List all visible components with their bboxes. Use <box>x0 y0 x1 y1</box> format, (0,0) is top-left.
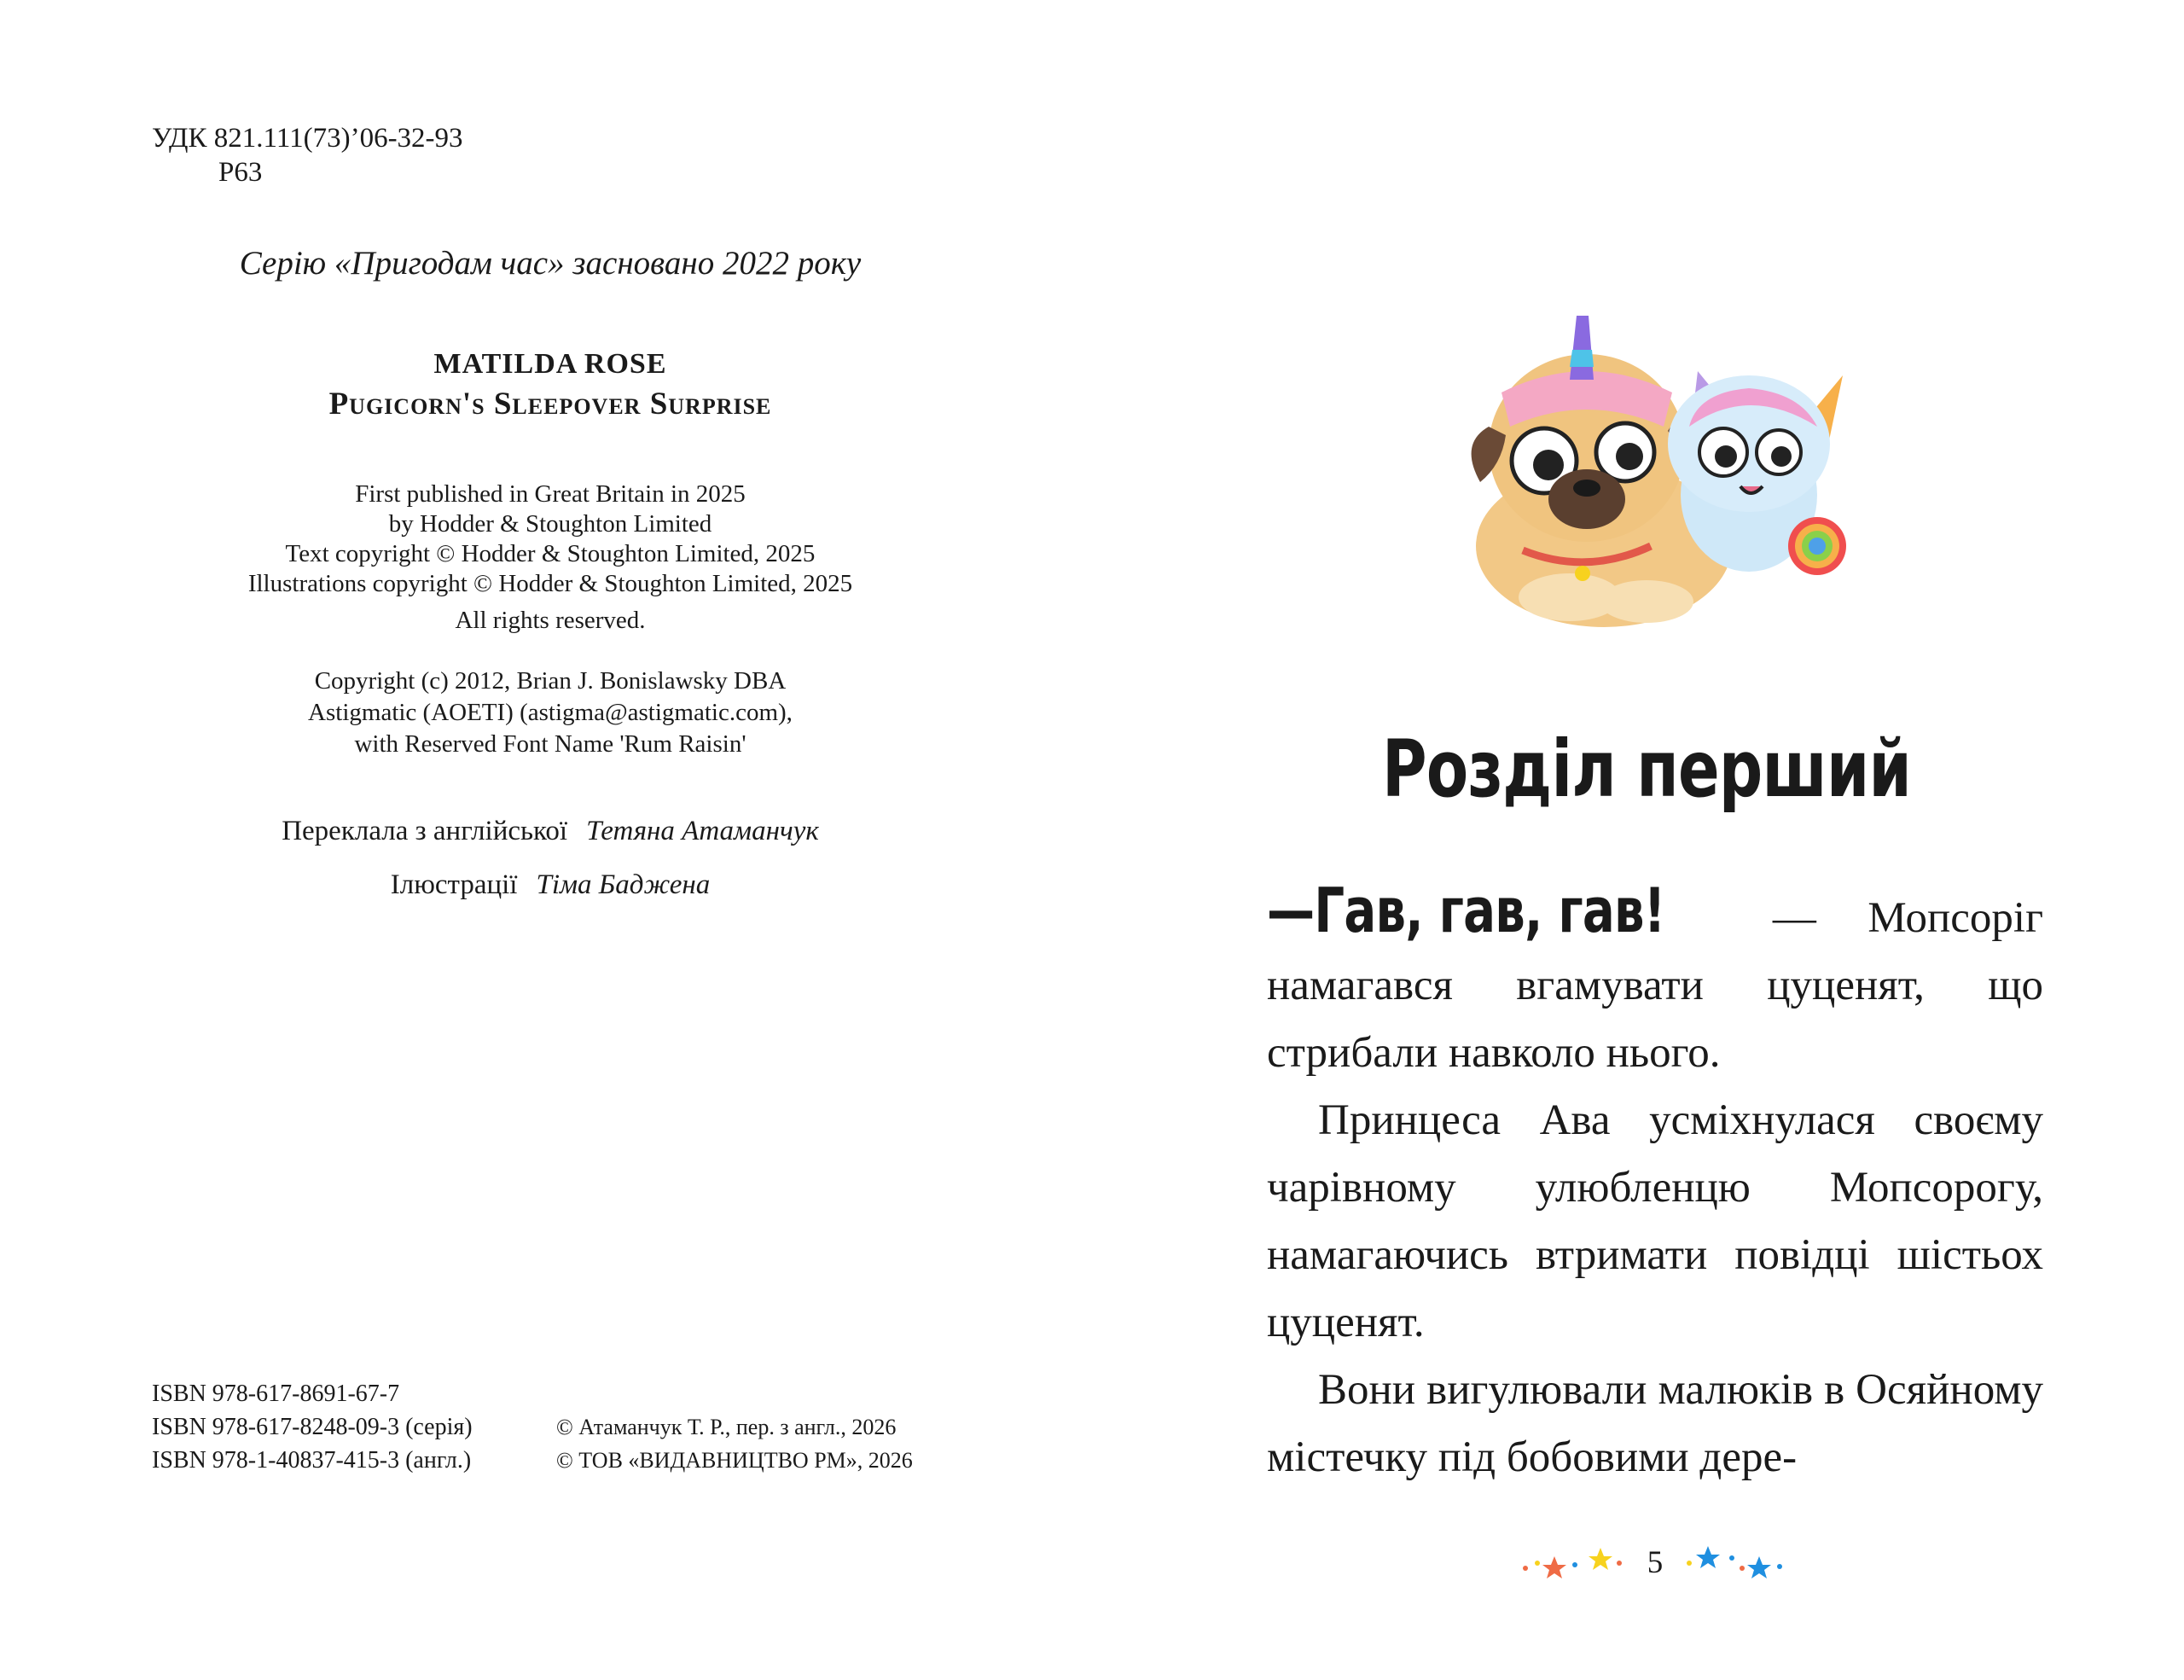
illustrator-name: Тіма Баджена <box>536 869 711 900</box>
font-license-line: Copyright (c) 2012, Brian J. Bonislawsky DBA <box>314 667 787 695</box>
publication-line: Illustrations copyright © Hodder & Stoughton Limited, 2025 <box>247 570 853 597</box>
copyright-line: © Атаманчук Т. Р., пер. з англ., 2026 <box>556 1415 897 1439</box>
font-license-line: Astigmatic (AOETI) (astigma@astigmatic.com), <box>308 699 793 726</box>
page-number-footer <box>1519 1543 1792 1585</box>
translator-name: Тетяна Атаманчук <box>586 816 819 846</box>
pug-unicorn-and-cat-illustration <box>1442 299 1877 640</box>
illustrator-credit <box>136 869 964 901</box>
translator-credit <box>136 816 964 847</box>
font-license-line: with Reserved Font Name 'Rum Raisin' <box>354 730 746 758</box>
udk-classification <box>152 121 463 189</box>
copyright-line: © ТОВ «ВИДАВНИЦТВО РМ», 2026 <box>556 1448 913 1473</box>
paragraph: Вони вигулювали малюків в Осяйному містечку під бобовими дере- <box>1267 1366 2043 1481</box>
isbn-line: ISBN 978-617-8248-09-3 (серія) <box>152 1414 473 1440</box>
chapter-title: Розділ перший <box>1382 724 1911 815</box>
paragraph <box>1267 877 2043 1087</box>
publication-line: by Hodder & Stoughton Limited <box>388 510 712 538</box>
publication-line: Text copyright © Hodder & Stoughton Limited, 2025 <box>285 540 816 567</box>
page-number: 5 <box>1647 1545 1664 1580</box>
paragraph-text: — Мопсоріг намагався вгамувати цуценят, що стрибали навколо нього. <box>1267 894 2043 1077</box>
isbn-line: ISBN 978-617-8691-67-7 <box>152 1381 400 1407</box>
illustrator-label: Ілюстрації <box>390 869 518 900</box>
isbn-line: ISBN 978-1-40837-415-3 (англ.) <box>152 1447 472 1474</box>
chapter-body <box>1267 877 2043 1491</box>
copyright-block <box>556 1410 913 1477</box>
udk-line: УДК 821.111(73)’06-32-93 <box>152 123 463 154</box>
original-author: MATILDA ROSE <box>433 348 667 380</box>
original-title: Pugicorn's Sleepover Surprise <box>328 387 772 421</box>
author-sign: Р63 <box>218 157 263 188</box>
font-license <box>136 666 964 760</box>
rights-reserved: All rights reserved. <box>455 607 646 634</box>
publication-line: First published in Great Britain in 2025 <box>355 480 746 508</box>
isbn-block <box>152 1377 473 1477</box>
paragraph: Принцеса Ава усміхнулася своєму чарівному улюбленцю Мопсорогу, намагаючись втримати повідці шістьох цуценят. <box>1267 1096 2043 1346</box>
series-note: Серію «Пригодам час» засновано 2022 року <box>239 245 862 282</box>
publication-info <box>136 480 964 636</box>
translator-label: Переклала з англійської <box>282 816 568 846</box>
lead-in-text: —Гав, гав, гав! <box>1267 875 1665 946</box>
